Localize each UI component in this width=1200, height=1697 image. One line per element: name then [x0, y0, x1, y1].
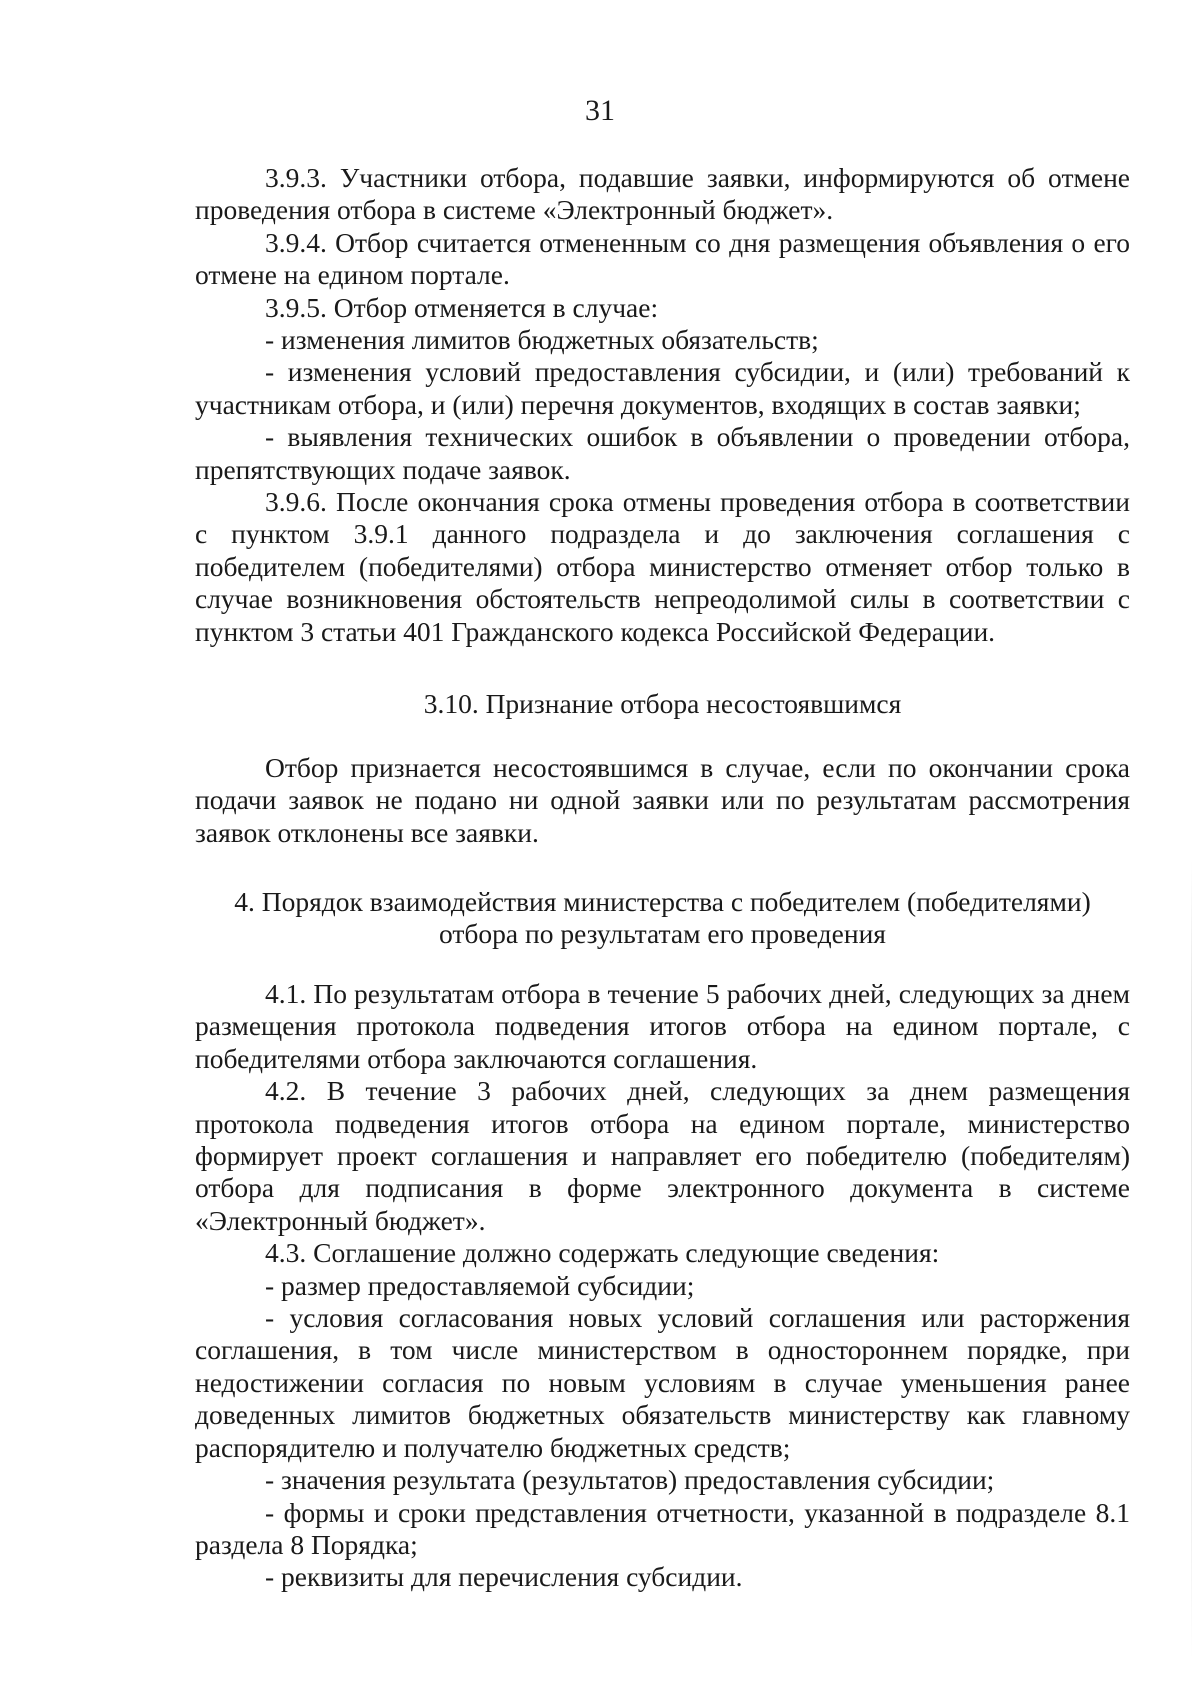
- list-item-limits: - изменения лимитов бюджетных обязательств;: [265, 324, 819, 356]
- page-number: 31: [585, 94, 615, 127]
- section-4-heading-line2: отбора по результатам его проведения: [439, 918, 886, 950]
- paragraph-4-3: 4.3. Соглашение должно содержать следующие сведения:: [265, 1237, 940, 1269]
- list-item-errors: - выявления технических ошибок в объявлении о проведении отбора, препятствующих подаче заявок.: [195, 421, 1130, 485]
- paragraph-3-9-5: 3.9.5. Отбор отменяется в случае:: [265, 291, 659, 323]
- paragraph-3-9-4: 3.9.4. Отбор считается отмененным со дня размещения объявления о его отмене на едином портале.: [195, 226, 1130, 291]
- paragraph-3-9-3: 3.9.3. Участники отбора, подавшие заявки, информируются об отмене проведения отбора в системе «Электронный бюджет».: [195, 162, 1130, 226]
- section-4-body: [195, 978, 1130, 1594]
- paragraph-3-10: Отбор признается несостоявшимся в случае, если по окончании срока подачи заявок не подано ни одной заявки или по результатам рассмотрения заявок отклонены все заявки.: [195, 752, 1130, 848]
- section-3-9-block: [195, 162, 1130, 648]
- section-3-10-heading: 3.10. Признание отбора несостоявшимся: [423, 688, 902, 719]
- section-4-heading-block: [195, 886, 1130, 951]
- section-3-10-heading-block: [195, 688, 1130, 720]
- list-item-conditions: - изменения условий предоставления субсидии, и (или) требований к участникам отбора, и (или) перечня документов, входящих в состав заявки;: [195, 356, 1130, 420]
- paragraph-4-1: 4.1. По результатам отбора в течение 5 рабочих дней, следующих за днем размещения протокола подведения итогов отбора на едином портале, с победителями отбора заключаются соглашения.: [195, 978, 1130, 1074]
- scan-edge-line: [1191, 860, 1192, 1660]
- list-item-results: - значения результата (результатов) предоставления субсидии;: [265, 1464, 995, 1496]
- section-4-heading-line1: 4. Порядок взаимодействия министерства с победителем (победителями): [234, 886, 1091, 917]
- list-item-requisites: - реквизиты для перечисления субсидии.: [265, 1561, 743, 1593]
- list-item-reporting: - формы и сроки представления отчетности, указанной в подразделе 8.1 раздела 8 Порядка;: [195, 1496, 1130, 1560]
- list-item-agreement-terms: - условия согласования новых условий соглашения или расторжения соглашения, в том числе министерством в одностороннем порядке, при недостижении согласия по новым условиям в случае уменьшения ранее доведенных лимитов бюджетных обязательств министерству как главному распорядителю и получателю бюджетных средств;: [195, 1302, 1130, 1463]
- list-item-subsidy-size: - размер предоставляемой субсидии;: [265, 1269, 695, 1301]
- paragraph-4-2: 4.2. В течение 3 рабочих дней, следующих за днем размещения протокола подведения итогов отбора на едином портале, министерство формирует проект соглашения и направляет его победителю (победителям) отбора для подписания в форме электронного документа в системе «Электронный бюджет».: [195, 1075, 1130, 1236]
- section-3-10-text-block: [195, 752, 1130, 849]
- paragraph-3-9-6: 3.9.6. После окончания срока отмены проведения отбора в соответствии с пунктом 3.9.1 данного подраздела и до заключения соглашения с победителем (победителями) отбора министерство отменяет отбор только в случае возникновения обстоятельств непреодолимой силы в соответствии с пунктом 3 статьи 401 Гражданского кодекса Российской Федерации.: [195, 486, 1130, 647]
